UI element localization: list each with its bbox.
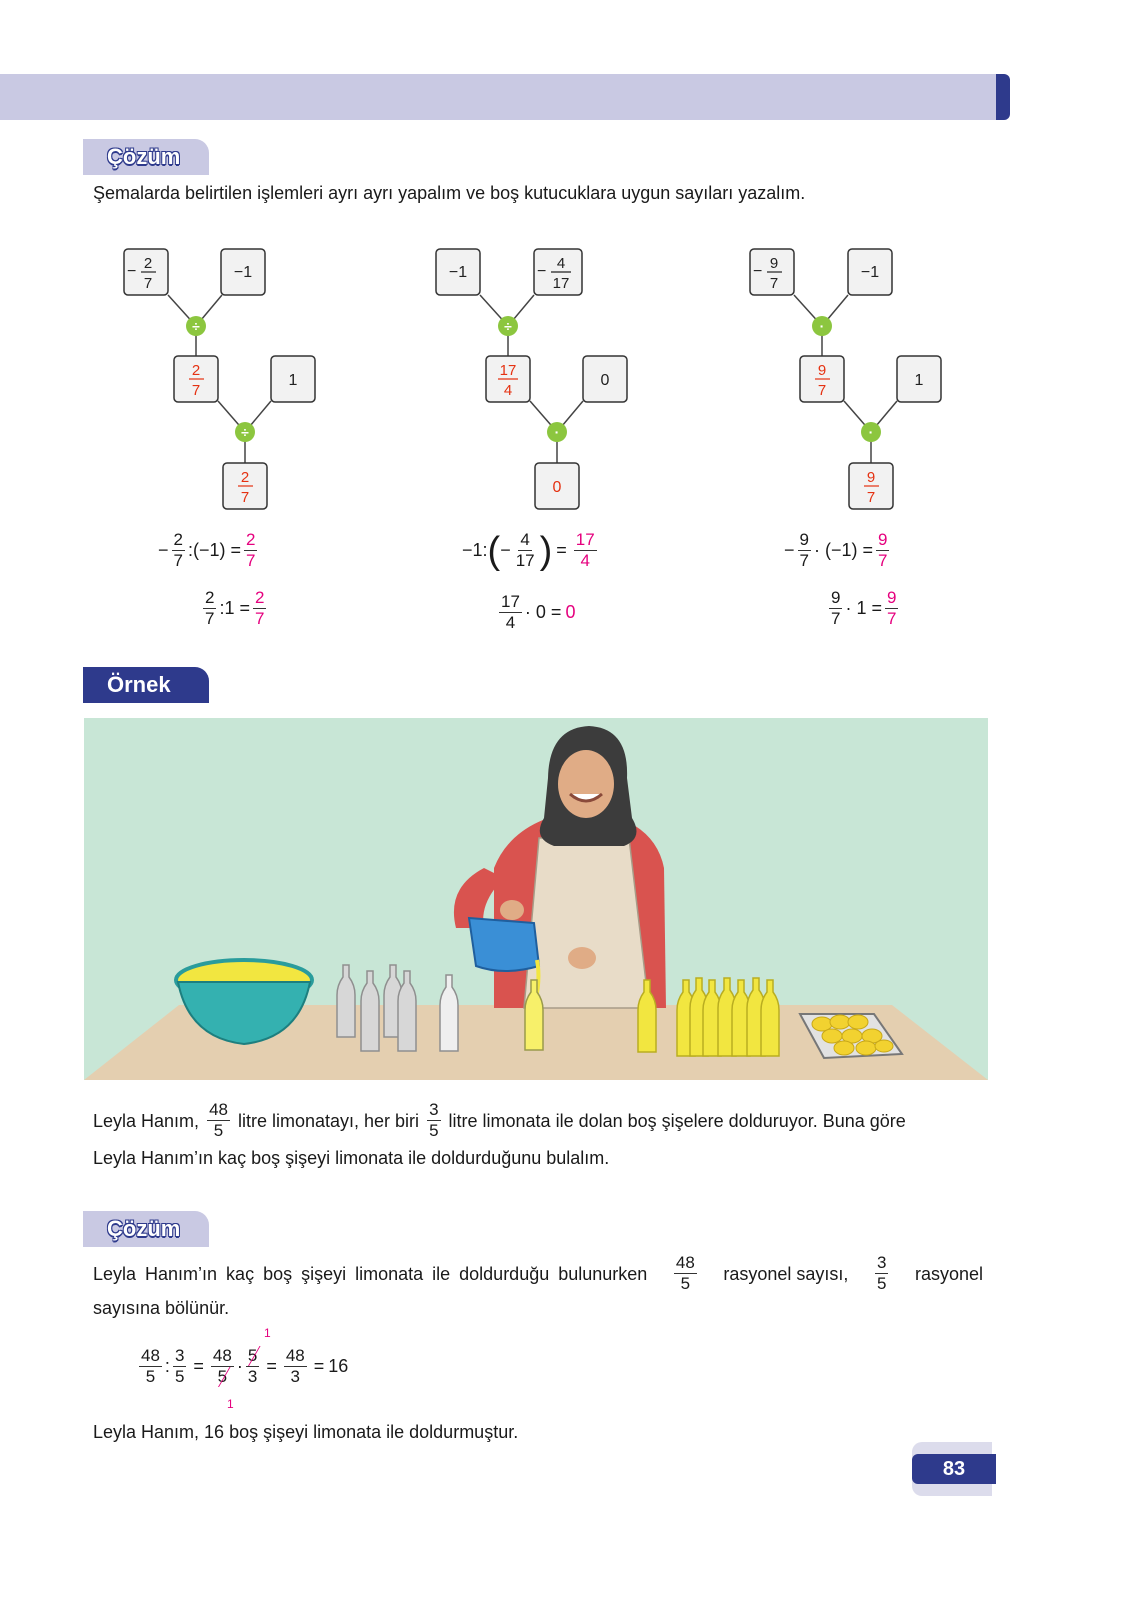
d3-input-1-den: 7 <box>769 275 779 292</box>
solution2-text-line-2: sayısına bölünür. <box>93 1298 230 1318</box>
d1-mid-den: 7 <box>191 382 201 399</box>
intro-text: Şemalarda belirtilen işlemleri ayrı ayrı yapalım ve boş kutucuklara uygun sayıları yazalım. <box>93 183 806 203</box>
example-label: Örnek <box>83 667 209 703</box>
page-number: 83 <box>912 1454 996 1484</box>
d1-equation-1: − $\frac{2}{7}$ :(−1) = $\frac{2}{7}$ <box>158 530 256 570</box>
d3-input-1-sign: − <box>753 263 763 280</box>
d2-equation-1: −1: ( − $\frac{4}{17}$ ) = $\frac{17}{4}$ <box>462 529 595 572</box>
d3-input-3-value: 1 <box>914 372 924 389</box>
d2-input-3-value: 0 <box>600 372 610 389</box>
example-text-line-1: Leyla Hanım, $\frac{48}{5}$ litre limonatayı, her biri $\frac{3}{5}$ litre limonata ile dolan boş şişelere dolduruyor. Buna göre <box>93 1100 906 1140</box>
d1-op1-symbol: ÷ <box>192 318 200 334</box>
d2-input-2-sign: − <box>537 263 547 280</box>
d2-mid-num: 17 <box>499 362 517 379</box>
d1-input-1-num: 2 <box>143 255 153 272</box>
cancel-top-mark: 1 <box>264 1326 271 1340</box>
header-band <box>0 74 1000 120</box>
d1-input-2-value: −1 <box>233 264 253 281</box>
solution-label-2: Çözüm <box>83 1211 209 1247</box>
conclusion-text: Leyla Hanım, 16 boş şişeyi limonata ile doldurmuştur. <box>93 1422 519 1442</box>
diagram-3 <box>750 249 941 509</box>
d2-equation-2: $\frac{17}{4}$ · 0 = 0 <box>501 592 576 632</box>
d2-output-value: 0 <box>552 479 562 496</box>
d2-input-2-num: 4 <box>556 255 566 272</box>
d1-output-num: 2 <box>240 469 250 486</box>
d3-input-2-value: −1 <box>860 264 880 281</box>
d1-input-1-sign: − <box>127 263 137 280</box>
division-calculation: $\frac{48}{5}$ : $\frac{3}{5}$ = $\frac{48}{5}$ · $\frac{5}{3}$ = $\frac{48}{3}$ = 16 <box>141 1346 349 1386</box>
d3-mid-num: 9 <box>817 362 827 379</box>
d3-input-1-num: 9 <box>769 255 779 272</box>
d3-equation-1: − $\frac{9}{7}$ · (−1) = $\frac{9}{7}$ <box>784 530 888 570</box>
d3-op1-symbol: · <box>819 318 825 334</box>
d3-op2-symbol: · <box>868 424 874 440</box>
d2-input-2-den: 17 <box>552 275 570 292</box>
d2-mid-den: 4 <box>503 382 513 399</box>
operation-diagrams <box>0 230 1134 520</box>
d1-input-3-value: 1 <box>288 372 298 389</box>
solution-label: Çözüm <box>83 139 209 175</box>
d3-mid-den: 7 <box>817 382 827 399</box>
d2-op2-symbol: · <box>554 424 560 440</box>
d1-output-den: 7 <box>240 489 250 506</box>
diagram-2 <box>436 249 627 509</box>
blue-jug <box>469 918 539 971</box>
diagram-1 <box>124 249 315 509</box>
d2-input-1-value: −1 <box>448 264 468 281</box>
cancel-bottom-mark: 1 <box>227 1397 234 1411</box>
d1-equation-2: $\frac{2}{7}$ :1 = $\frac{2}{7}$ <box>205 588 265 628</box>
example-text-line-2: Leyla Hanım’ın kaç boş şişeyi limonata ile doldurduğunu bulalım. <box>93 1148 610 1168</box>
solution2-text-line-1: Leyla Hanım’ın kaç boş şişeyi limonata ile doldurduğu bulunurken $\frac{48}{5}$ rasyonel sayısı, $\frac{3}{5}$ rasyonel <box>93 1253 983 1293</box>
d1-mid-num: 2 <box>191 362 201 379</box>
d3-output-den: 7 <box>866 489 876 506</box>
d2-op1-symbol: ÷ <box>504 318 512 334</box>
lemonade-illustration <box>84 718 988 1080</box>
d1-input-1-den: 7 <box>143 275 153 292</box>
d3-equation-2: $\frac{9}{7}$ · 1 = $\frac{9}{7}$ <box>831 588 897 628</box>
d1-op2-symbol: ÷ <box>241 424 249 440</box>
header-band-tab <box>996 74 1010 120</box>
d3-output-num: 9 <box>866 469 876 486</box>
